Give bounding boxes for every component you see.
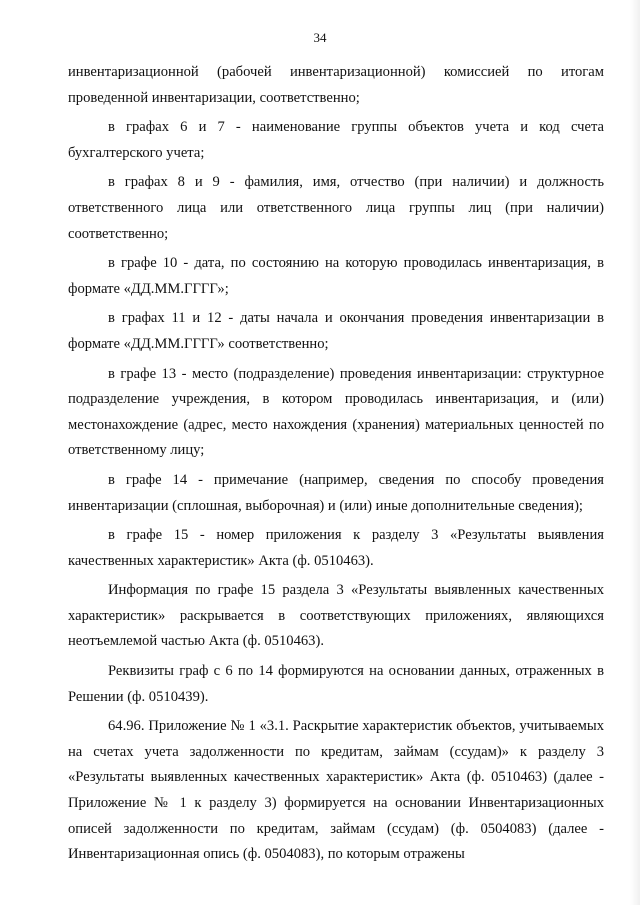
paragraph-column-13: в графе 13 - место (подразделение) проведения инвентаризации: структурное подразделение учреждения, в котором проводилась инвентаризация, и (или) местонахождение (адрес, место нахождения (хранения) материальных ценностей по ответственному лицу; [68, 365, 604, 459]
paragraph-64-96: 64.96. Приложение № 1 «3.1. Раскрытие характеристик объектов, учитываемых на счетах учета задолженности по кредитам, займам (ссудам)» к разделу 3 «Результаты выявленных качественных характеристик» Акта (ф. 0510463) (далее - Приложение № 1 к разделу 3) формируется на основании Инвентаризационных описей задолженности по кредитам, займам (ссудам) (ф. 0504083) (далее - Инвентаризационная опись (ф. 0504083), по которым отражены [68, 718, 604, 863]
paragraph-column-15-info: Информация по графе 15 раздела 3 «Результаты выявленных качественных характеристик» раскрывается в соответствующих приложениях, являющихся неотъемлемой частью Акта (ф. 0510463). [68, 582, 604, 650]
scan-edge-shadow [630, 0, 640, 905]
document-body [68, 60, 604, 868]
paragraph-requisites: Реквизиты граф с 6 по 14 формируются на основании данных, отраженных в Решении (ф. 0510439). [68, 663, 604, 705]
page-number: 34 [313, 30, 327, 45]
paragraph-column-15: в графе 15 - номер приложения к разделу 3 «Результаты выявления качественных характеристик» Акта (ф. 0510463). [68, 527, 604, 569]
paragraph-continuation: инвентаризационной (рабочей инвентаризационной) комиссией по итогам проведенной инвентаризации, соответственно; [68, 64, 604, 106]
paragraph-columns-6-7: в графах 6 и 7 - наименование группы объектов учета и код счета бухгалтерского учета; [68, 119, 604, 161]
paragraph-columns-8-9: в графах 8 и 9 - фамилия, имя, отчество (при наличии) и должность ответственного лица или ответственного лица группы лиц (при наличии) соответственно; [68, 174, 604, 242]
paragraph-column-10: в графе 10 - дата, по состоянию на которую проводилась инвентаризация, в формате «ДД.ММ.ГГГГ»; [68, 255, 604, 297]
paragraph-column-14: в графе 14 - примечание (например, сведения по способу проведения инвентаризации (сплошная, выборочная) и (или) иные дополнительные сведения); [68, 471, 604, 514]
paragraph-columns-11-12: в графах 11 и 12 - даты начала и окончания проведения инвентаризации в формате «ДД.ММ.ГГГГ» соответственно; [68, 310, 604, 352]
